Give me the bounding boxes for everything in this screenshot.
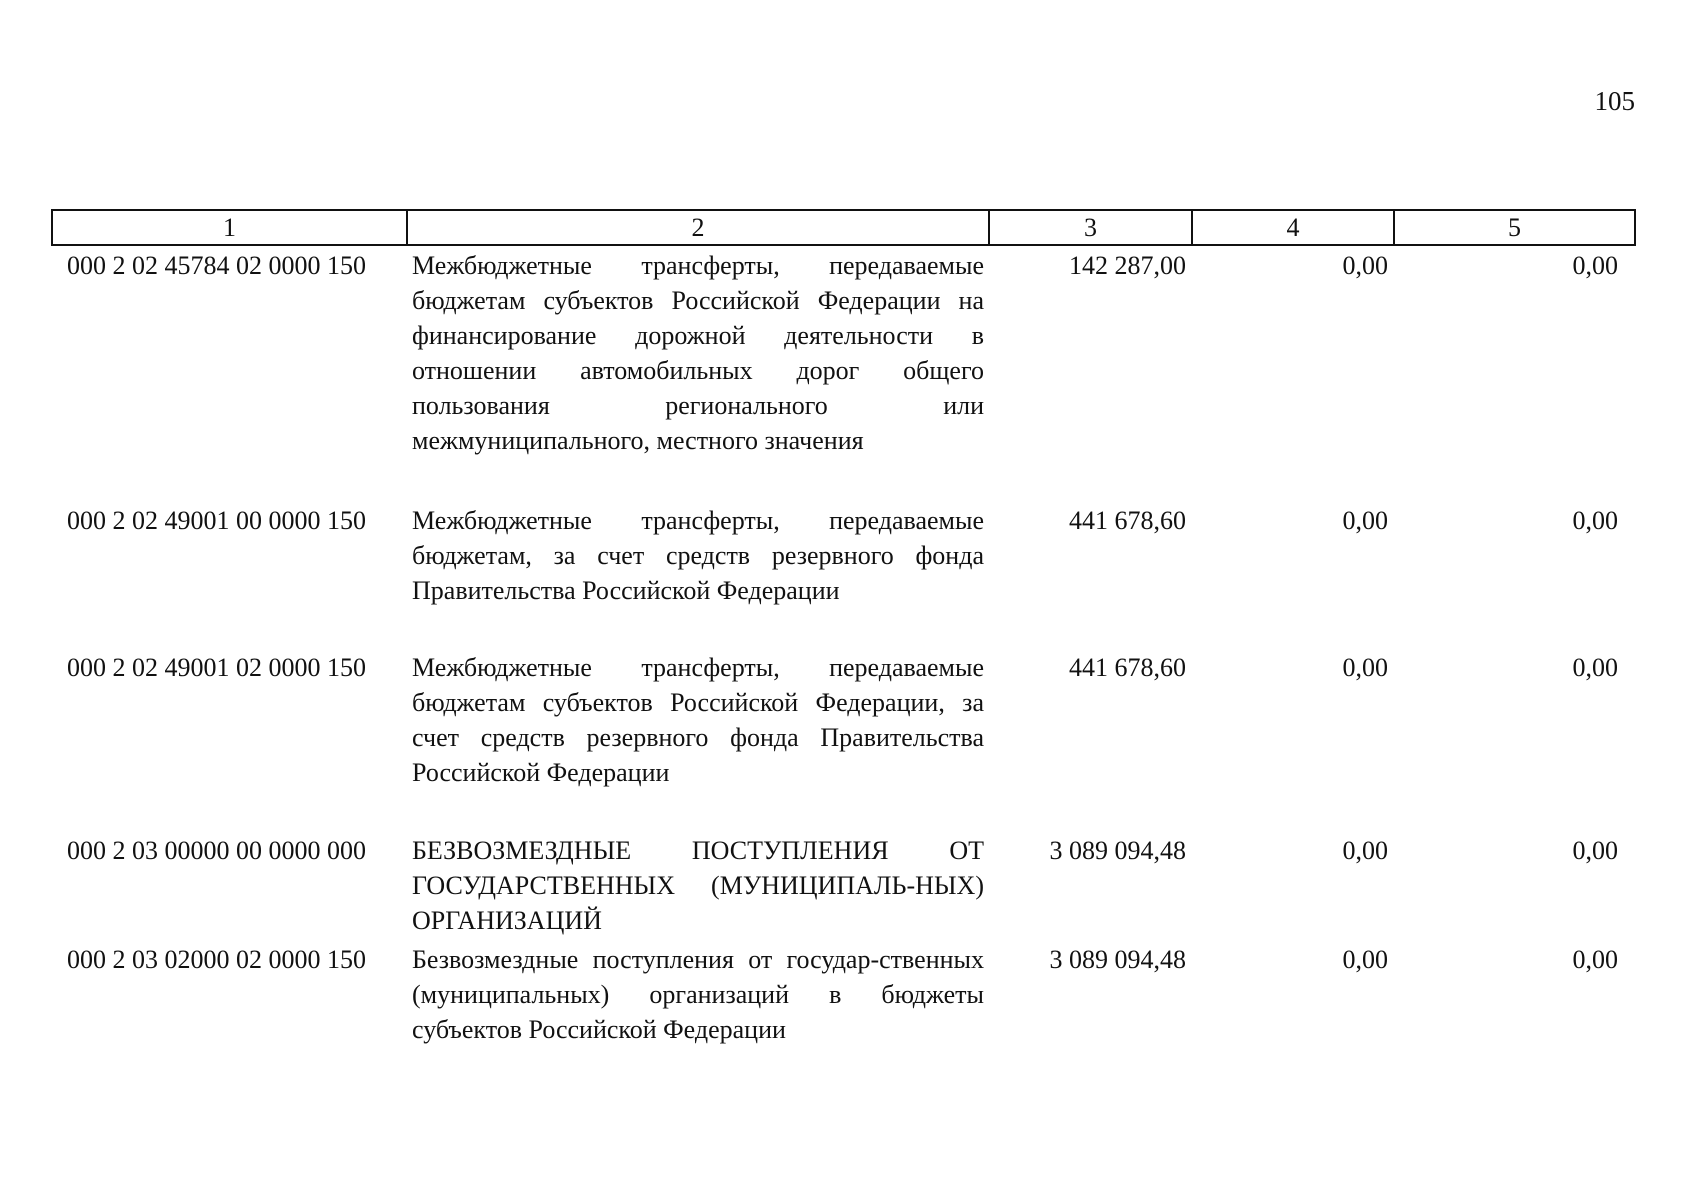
- table-header: [51, 209, 1636, 246]
- value-col4: 0,00: [1342, 653, 1388, 682]
- value-col5: 0,00: [1572, 945, 1618, 974]
- value-col4: 0,00: [1342, 945, 1388, 974]
- value-col3: 441 678,60: [1069, 506, 1186, 535]
- value-col3: 3 089 094,48: [1049, 945, 1186, 974]
- value-col5: 0,00: [1572, 506, 1618, 535]
- value-col5: 0,00: [1572, 836, 1618, 865]
- row-description: Межбюджетные трансферты, передаваемые бюджетам, за счет средств резервного фонда Правительства Российской Федерации: [412, 506, 984, 605]
- column-header-3: 3: [990, 211, 1193, 244]
- budget-code: 000 2 03 00000 00 0000 000: [67, 836, 366, 865]
- budget-code: 000 2 02 49001 02 0000 150: [67, 653, 366, 682]
- value-col3: 3 089 094,48: [1049, 836, 1186, 865]
- row-description: Межбюджетные трансферты, передаваемые бюджетам субъектов Российской Федерации, за счет средств резервного фонда Правительства Российской Федерации: [412, 653, 984, 787]
- column-header-1: 1: [53, 211, 408, 244]
- column-header-5: 5: [1508, 213, 1521, 242]
- value-col5: 0,00: [1572, 653, 1618, 682]
- value-col4: 0,00: [1342, 251, 1388, 280]
- column-header-2: 2: [408, 211, 990, 244]
- value-col5: 0,00: [1572, 251, 1618, 280]
- budget-code: 000 2 02 45784 02 0000 150: [67, 251, 366, 280]
- row-description: БЕЗВОЗМЕЗДНЫЕ ПОСТУПЛЕНИЯ ОТ ГОСУДАРСТВЕННЫХ (МУНИЦИПАЛЬ-НЫХ) ОРГАНИЗАЦИЙ: [412, 836, 984, 935]
- budget-code: 000 2 02 49001 00 0000 150: [67, 506, 366, 535]
- value-col4: 0,00: [1342, 506, 1388, 535]
- column-header-4: 4: [1193, 211, 1395, 244]
- row-description: Межбюджетные трансферты, передаваемые бюджетам субъектов Российской Федерации на финансирование дорожной деятельности в отношении автомобильных дорог общего пользования регионального или межмуниципального, местного значения: [412, 251, 984, 455]
- budget-code: 000 2 03 02000 02 0000 150: [67, 945, 366, 974]
- row-description: Безвозмездные поступления от государ-ственных (муниципальных) организаций в бюджеты субъектов Российской Федерации: [412, 945, 984, 1044]
- page-number: 105: [1594, 86, 1635, 116]
- value-col3: 142 287,00: [1069, 251, 1186, 280]
- value-col3: 441 678,60: [1069, 653, 1186, 682]
- value-col4: 0,00: [1342, 836, 1388, 865]
